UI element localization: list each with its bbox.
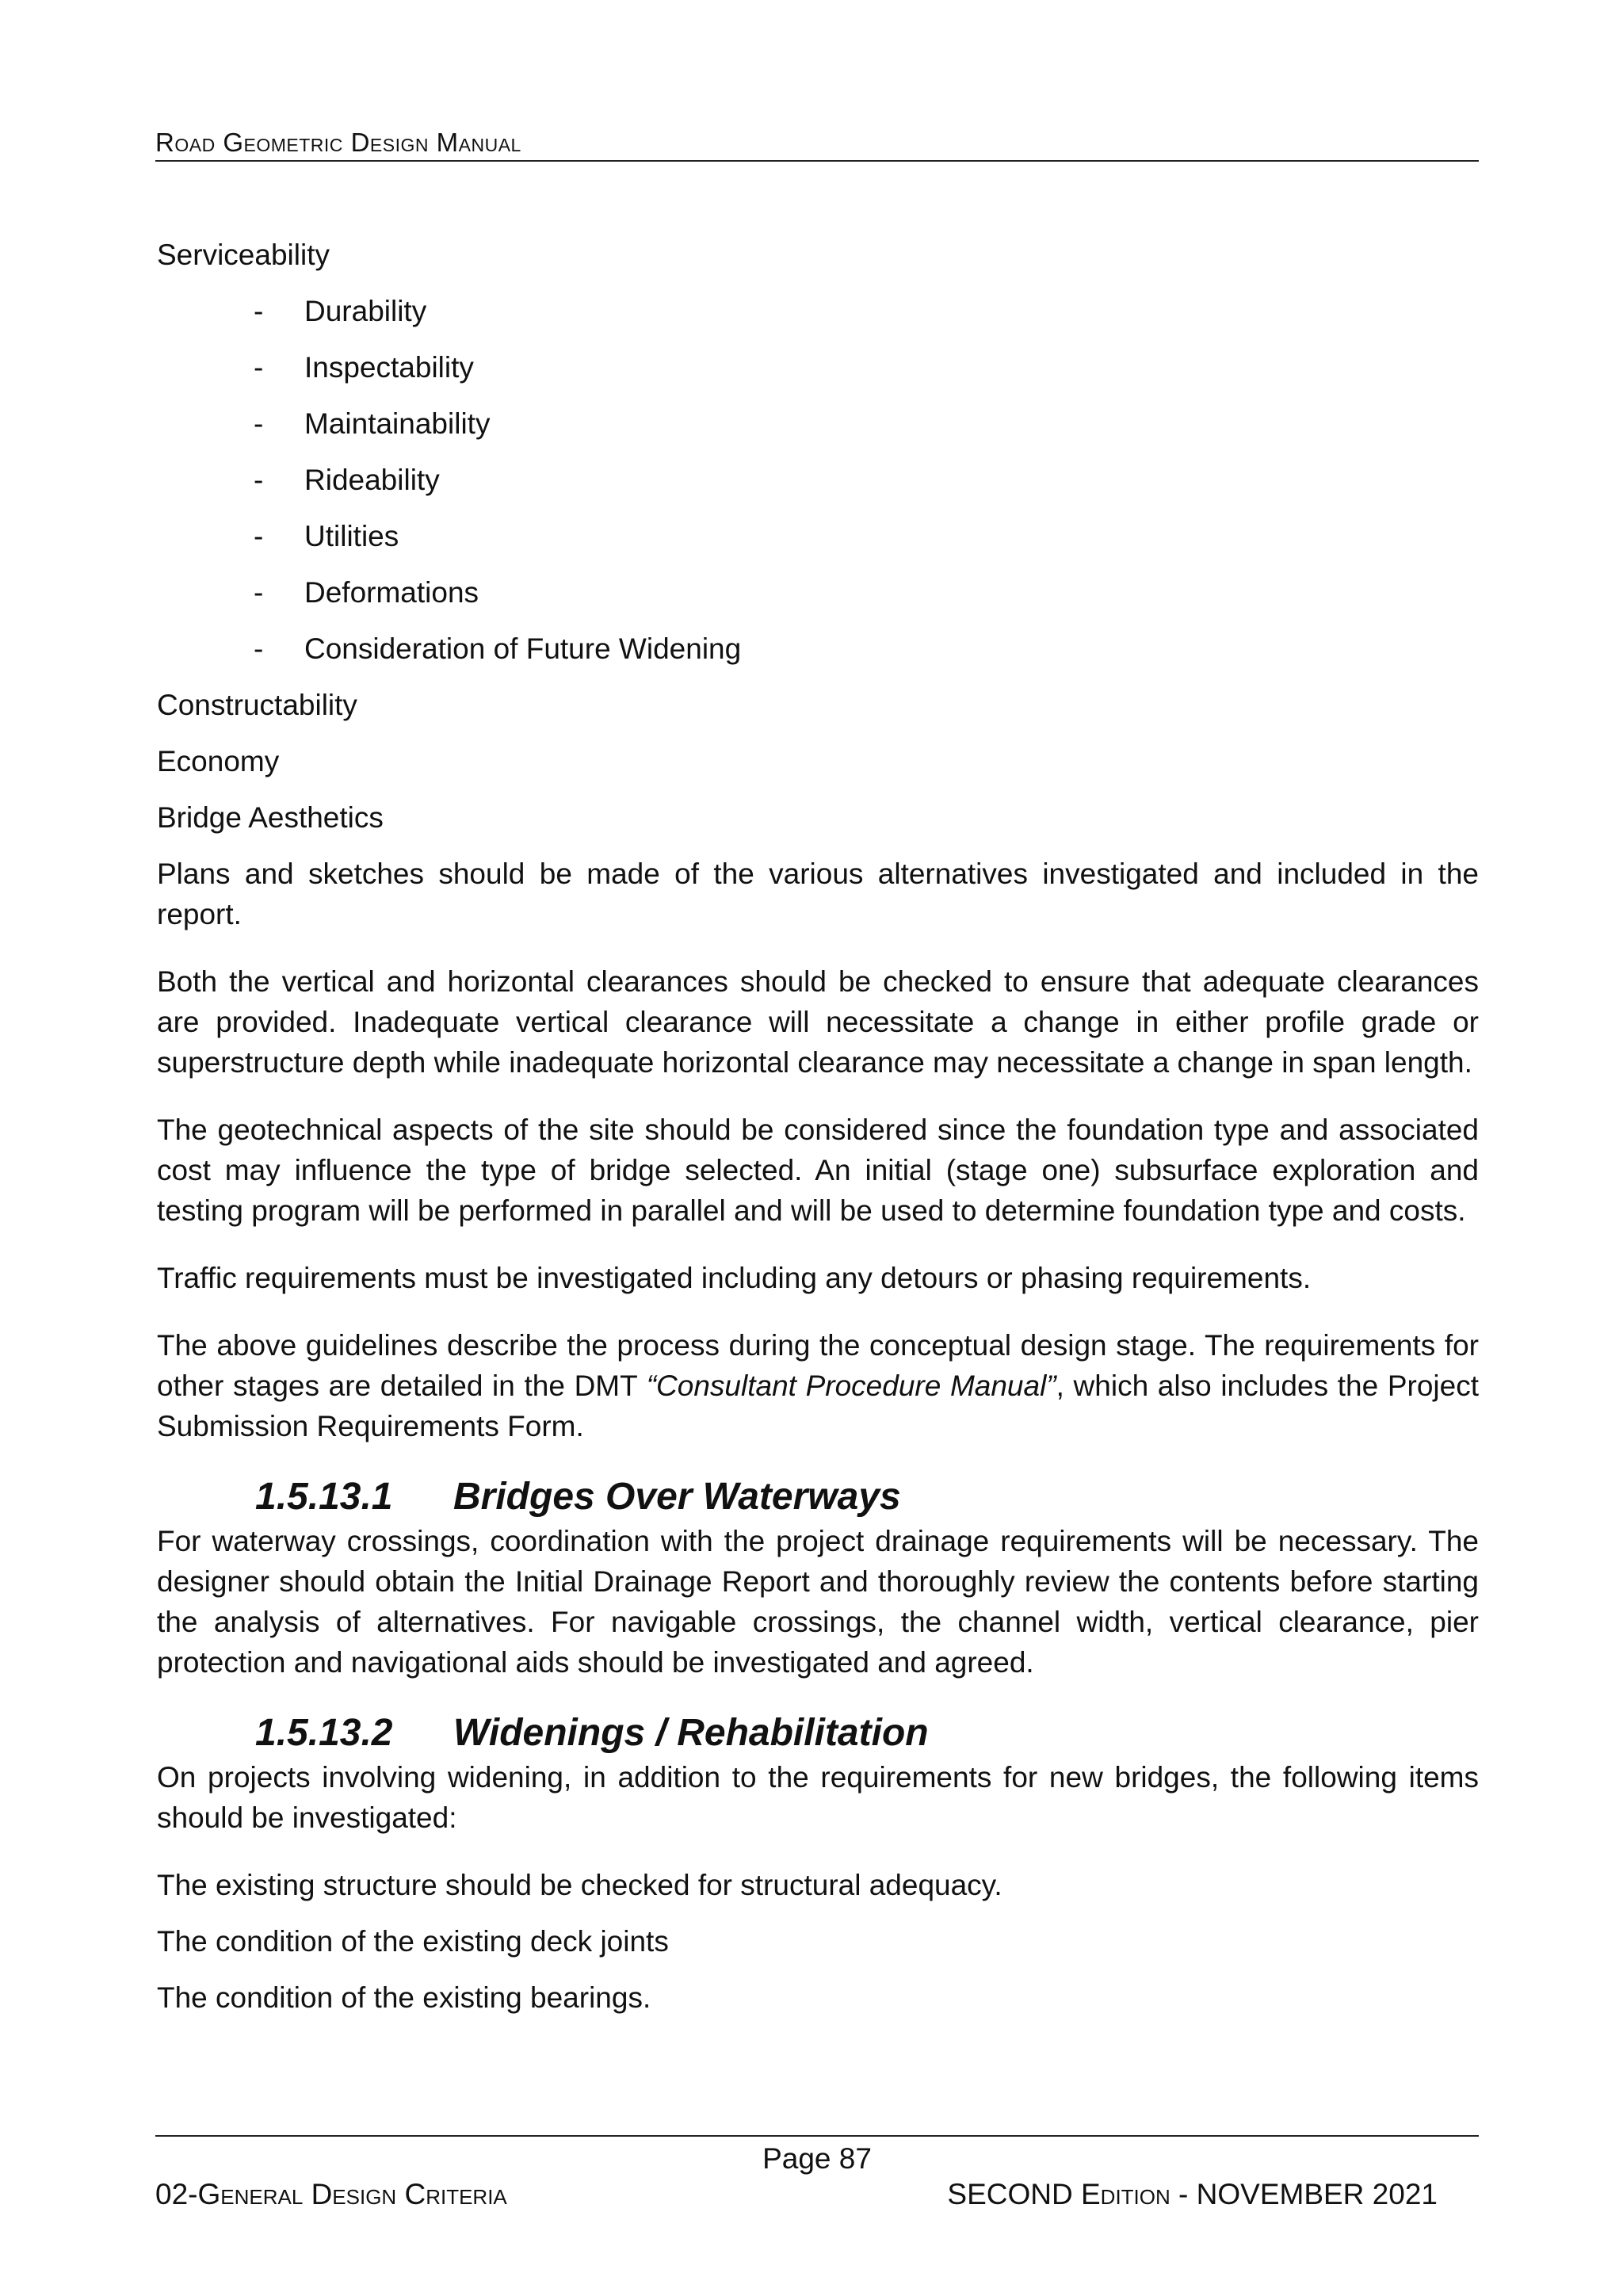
section-heading-waterways xyxy=(157,1473,1479,1521)
dash-bullet: - xyxy=(254,295,264,327)
serviceability-heading: Serviceability xyxy=(157,239,330,271)
page-number: Page 87 xyxy=(762,2142,872,2175)
paragraph-widenings: On projects involving widening, in addition to the requirements for new bridges, the following items should be investigated: xyxy=(157,1761,1479,1834)
footer-chapter: 02-General Design Criteria xyxy=(155,2178,507,2210)
page-footer xyxy=(155,2135,1479,2213)
criterion-economy: Economy xyxy=(157,745,280,777)
dash-bullet: - xyxy=(254,576,264,609)
section-title: Widenings / Rehabilitation xyxy=(453,1712,929,1754)
header-rule xyxy=(155,160,1479,162)
page-content xyxy=(157,235,1479,2034)
header-title: Road Geometric Design Manual xyxy=(155,128,521,157)
list-item: - Rideability xyxy=(157,460,1479,500)
paragraph-plans: Plans and sketches should be made of the various alternatives investigated and included in the report. xyxy=(157,858,1479,930)
dash-bullet: - xyxy=(254,632,264,665)
widening-item: The condition of the existing deck joints xyxy=(157,1925,669,1958)
dash-bullet: - xyxy=(254,351,264,384)
list-item: - Inspectability xyxy=(157,347,1479,388)
manual-reference: “Consultant Procedure Manual” xyxy=(646,1370,1056,1402)
dash-bullet: - xyxy=(254,520,264,552)
serviceability-list xyxy=(157,291,1479,669)
section-title: Bridges Over Waterways xyxy=(453,1476,901,1518)
paragraph-guidelines: The above guidelines describe the process during the conceptual design stage. The requirements for other stages are detailed in the DMT “Consultant Procedure Manual”, which also includes the Project Submission Requirements Form. xyxy=(157,1329,1479,1442)
list-item: - Consideration of Future Widening xyxy=(157,628,1479,669)
footer-rule xyxy=(155,2135,1479,2137)
page-header xyxy=(155,127,1479,162)
paragraph-geotechnical: The geotechnical aspects of the site should be considered since the foundation type and associated cost may influence the type of bridge selected. An initial (stage one) subsurface exploration and testing program will be performed in parallel and will be used to determine foundation type and costs. xyxy=(157,1114,1479,1227)
dash-bullet: - xyxy=(254,464,264,496)
criterion-aesthetics: Bridge Aesthetics xyxy=(157,801,384,834)
widening-item: The existing structure should be checked for structural adequacy. xyxy=(157,1869,1002,1901)
criterion-constructability: Constructability xyxy=(157,689,357,721)
widening-item: The condition of the existing bearings. xyxy=(157,1981,651,2014)
paragraph-waterways: For waterway crossings, coordination with the project drainage requirements will be necessary. The designer should obtain the Initial Drainage Report and thoroughly review the contents before starting the analysis of alternatives. For navigable crossings, the channel width, vertical clearance, pier protection and navigational aids should be investigated and agreed. xyxy=(157,1525,1479,1679)
section-number: 1.5.13.2 xyxy=(255,1712,393,1754)
list-item: - Deformations xyxy=(157,572,1479,613)
paragraph-clearances: Both the vertical and horizontal clearances should be checked to ensure that adequate clearances are provided. Inadequate vertical clearance will necessitate a change in either profile grade or superstructure depth while inadequate horizontal clearance may necessitate a change in span length. xyxy=(157,965,1479,1079)
list-item: - Utilities xyxy=(157,516,1479,556)
dash-bullet: - xyxy=(254,407,264,440)
list-item: - Durability xyxy=(157,291,1479,331)
footer-edition: SECOND Edition - NOVEMBER 2021 xyxy=(947,2178,1438,2210)
paragraph-traffic: Traffic requirements must be investigated including any detours or phasing requirements. xyxy=(157,1262,1312,1294)
section-heading-widenings xyxy=(157,1710,1479,1757)
list-item: - Maintainability xyxy=(157,403,1479,444)
section-number: 1.5.13.1 xyxy=(255,1476,393,1518)
